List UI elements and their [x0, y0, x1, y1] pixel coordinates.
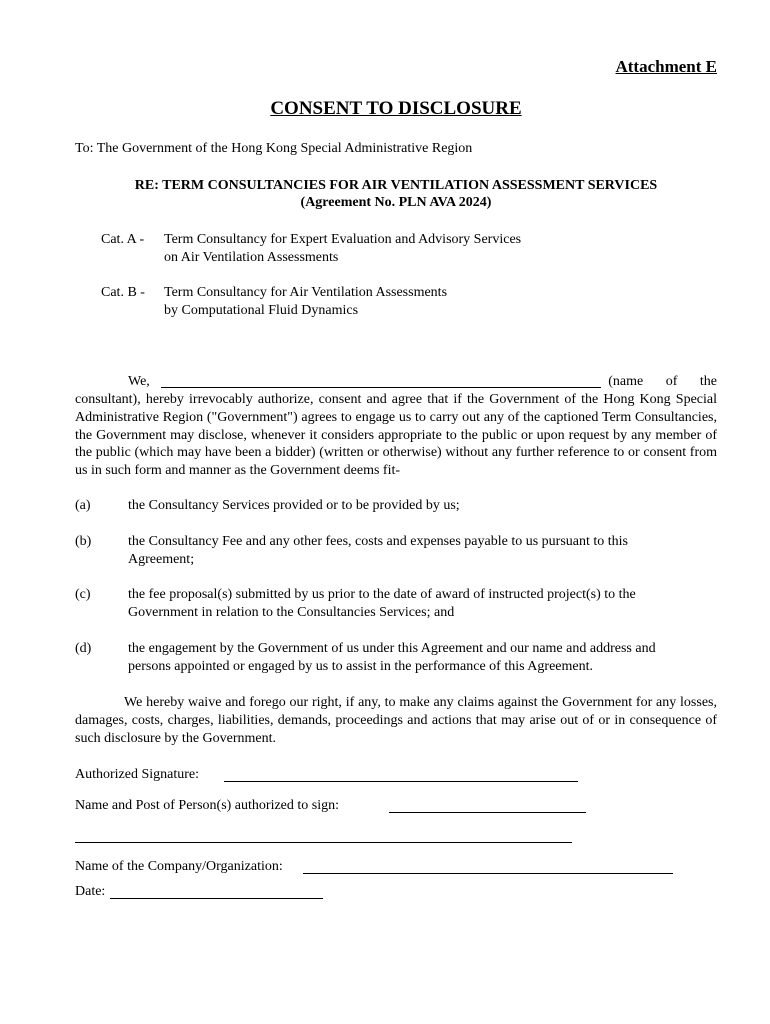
item-text: the fee proposal(s) submitted by us prior to the date of award of instructed project(s) to the Government in relation to the Consultancies Services; and	[128, 587, 636, 620]
document-page	[75, 0, 717, 1024]
item-text: the Consultancy Fee and any other fees, costs and expenses payable to us pursuant to this Agreement;	[128, 534, 628, 567]
item-text: the engagement by the Government of us under this Agreement and our name and address and persons appointed or engaged by us to assist in the performance of this Agreement.	[128, 641, 656, 674]
subject-line-1: RE: TERM CONSULTANCIES FOR AIR VENTILATION ASSESSMENT SERVICES	[134, 178, 658, 193]
authorized-signature-label: Authorized Signature:	[75, 767, 200, 782]
date-field[interactable]	[110, 898, 323, 899]
subject-line-2: (Agreement No. PLN AVA 2024)	[300, 195, 492, 210]
name-post-label: Name and Post of Person(s) authorized to sign:	[75, 798, 340, 813]
date-label: Date:	[75, 884, 106, 899]
item-label: (c)	[75, 587, 91, 602]
attachment-label: Attachment E	[615, 57, 717, 76]
name-note: (name of the	[608, 374, 717, 389]
company-label: Name of the Company/Organization:	[75, 859, 283, 874]
item-label: (b)	[75, 534, 92, 549]
company-field[interactable]	[303, 873, 673, 874]
addressee: To: The Government of the Hong Kong Special Administrative Region	[75, 141, 473, 156]
category-desc-line: Term Consultancy for Air Ventilation Assessments	[164, 285, 448, 300]
waiver-paragraph: We hereby waive and forego our right, if any, to make any claims against the Government for any losses, damages, costs, charges, liabilities, demands, proceedings and actions that may arise out of or in consequence of such disclosure by the Government.	[75, 695, 717, 746]
name-post-field[interactable]	[389, 812, 586, 813]
consent-paragraph	[75, 373, 717, 480]
category-code: Cat. B -	[101, 285, 145, 300]
we-label: We,	[128, 374, 150, 389]
category-desc-line: on Air Ventilation Assessments	[164, 249, 339, 265]
category-description	[164, 231, 624, 266]
subject-heading	[75, 177, 717, 211]
category-desc-line: Term Consultancy for Expert Evaluation and Advisory Services	[164, 232, 522, 247]
category-code: Cat. A -	[101, 232, 145, 247]
item-text: the Consultancy Services provided or to be provided by us;	[128, 498, 460, 513]
name-post-field-continued[interactable]	[75, 842, 572, 843]
category-description	[164, 284, 624, 319]
authorized-signature-field[interactable]	[224, 781, 578, 782]
consultant-name-field[interactable]	[161, 387, 601, 388]
item-label: (a)	[75, 498, 91, 513]
document-title: CONSENT TO DISCLOSURE	[270, 98, 522, 119]
category-desc-line: by Computational Fluid Dynamics	[164, 302, 359, 318]
consent-first-line	[75, 373, 717, 391]
consent-text: consultant), hereby irrevocably authorize, consent and agree that if the Government of the Hong Kong Special Administrative Region ("Government") agrees to engage us to carry out any of the captioned Term Consultancies, the Government may disclose, whenever it considers appropriate to the public or upon request by any member of the public (which may have been a bidder) (written or otherwise) without any further reference to or consent from us in such form and manner as the Government deems fit-	[75, 392, 717, 479]
item-label: (d)	[75, 641, 92, 656]
